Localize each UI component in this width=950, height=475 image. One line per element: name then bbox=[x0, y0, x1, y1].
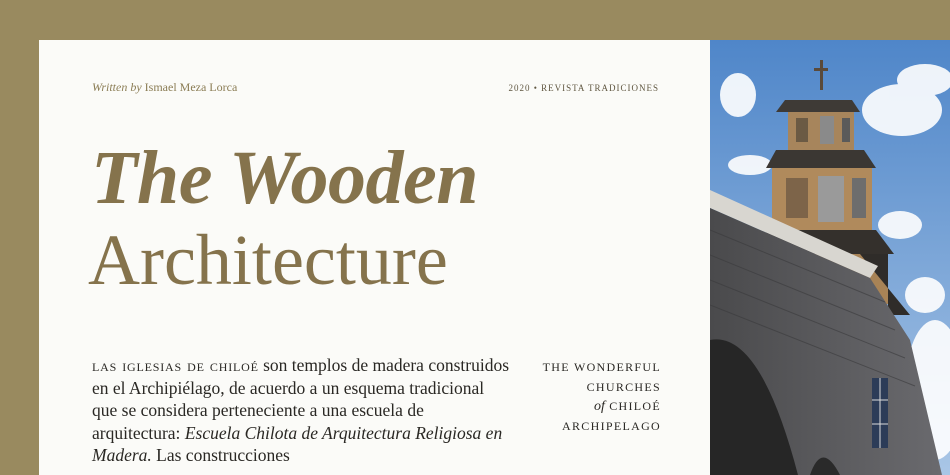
body-italic: Escuela Chilota de Arquitectura Religiosa en Madera. bbox=[92, 422, 503, 465]
byline-author: Ismael Meza Lorca bbox=[144, 80, 238, 94]
church-photo bbox=[710, 40, 950, 475]
body-lead: las iglesias de chiloé bbox=[92, 355, 259, 375]
byline bbox=[92, 80, 237, 95]
sidenote-line-3 bbox=[491, 397, 661, 417]
sidenote-line-4: ARCHIPELAGO bbox=[562, 418, 661, 433]
sidenote-of: of bbox=[594, 399, 605, 414]
sidenote-place: CHILOÉ bbox=[609, 399, 661, 413]
byline-prefix: Written by bbox=[92, 80, 142, 94]
issue-label: 2020 • REVISTA TRADICIONES bbox=[508, 83, 659, 93]
body-text-2: Las construcciones bbox=[151, 445, 290, 465]
sidenote-line-1: THE WONDERFUL bbox=[542, 360, 661, 374]
title-line-2: Architecture bbox=[88, 220, 448, 300]
article-page bbox=[39, 40, 710, 475]
body-text-1: son templos de madera construidos en el Archipiélago, de acuerdo a un esquema tradicional que se considera perteneciente a una escuela de arquitectura: bbox=[92, 355, 510, 443]
wooden-church-tower-image bbox=[710, 40, 950, 475]
sidenote-line-2: CHURCHES bbox=[586, 379, 661, 394]
body-paragraph bbox=[92, 354, 512, 467]
sidenote bbox=[491, 358, 661, 436]
title-line-1: The Wooden bbox=[91, 136, 478, 220]
